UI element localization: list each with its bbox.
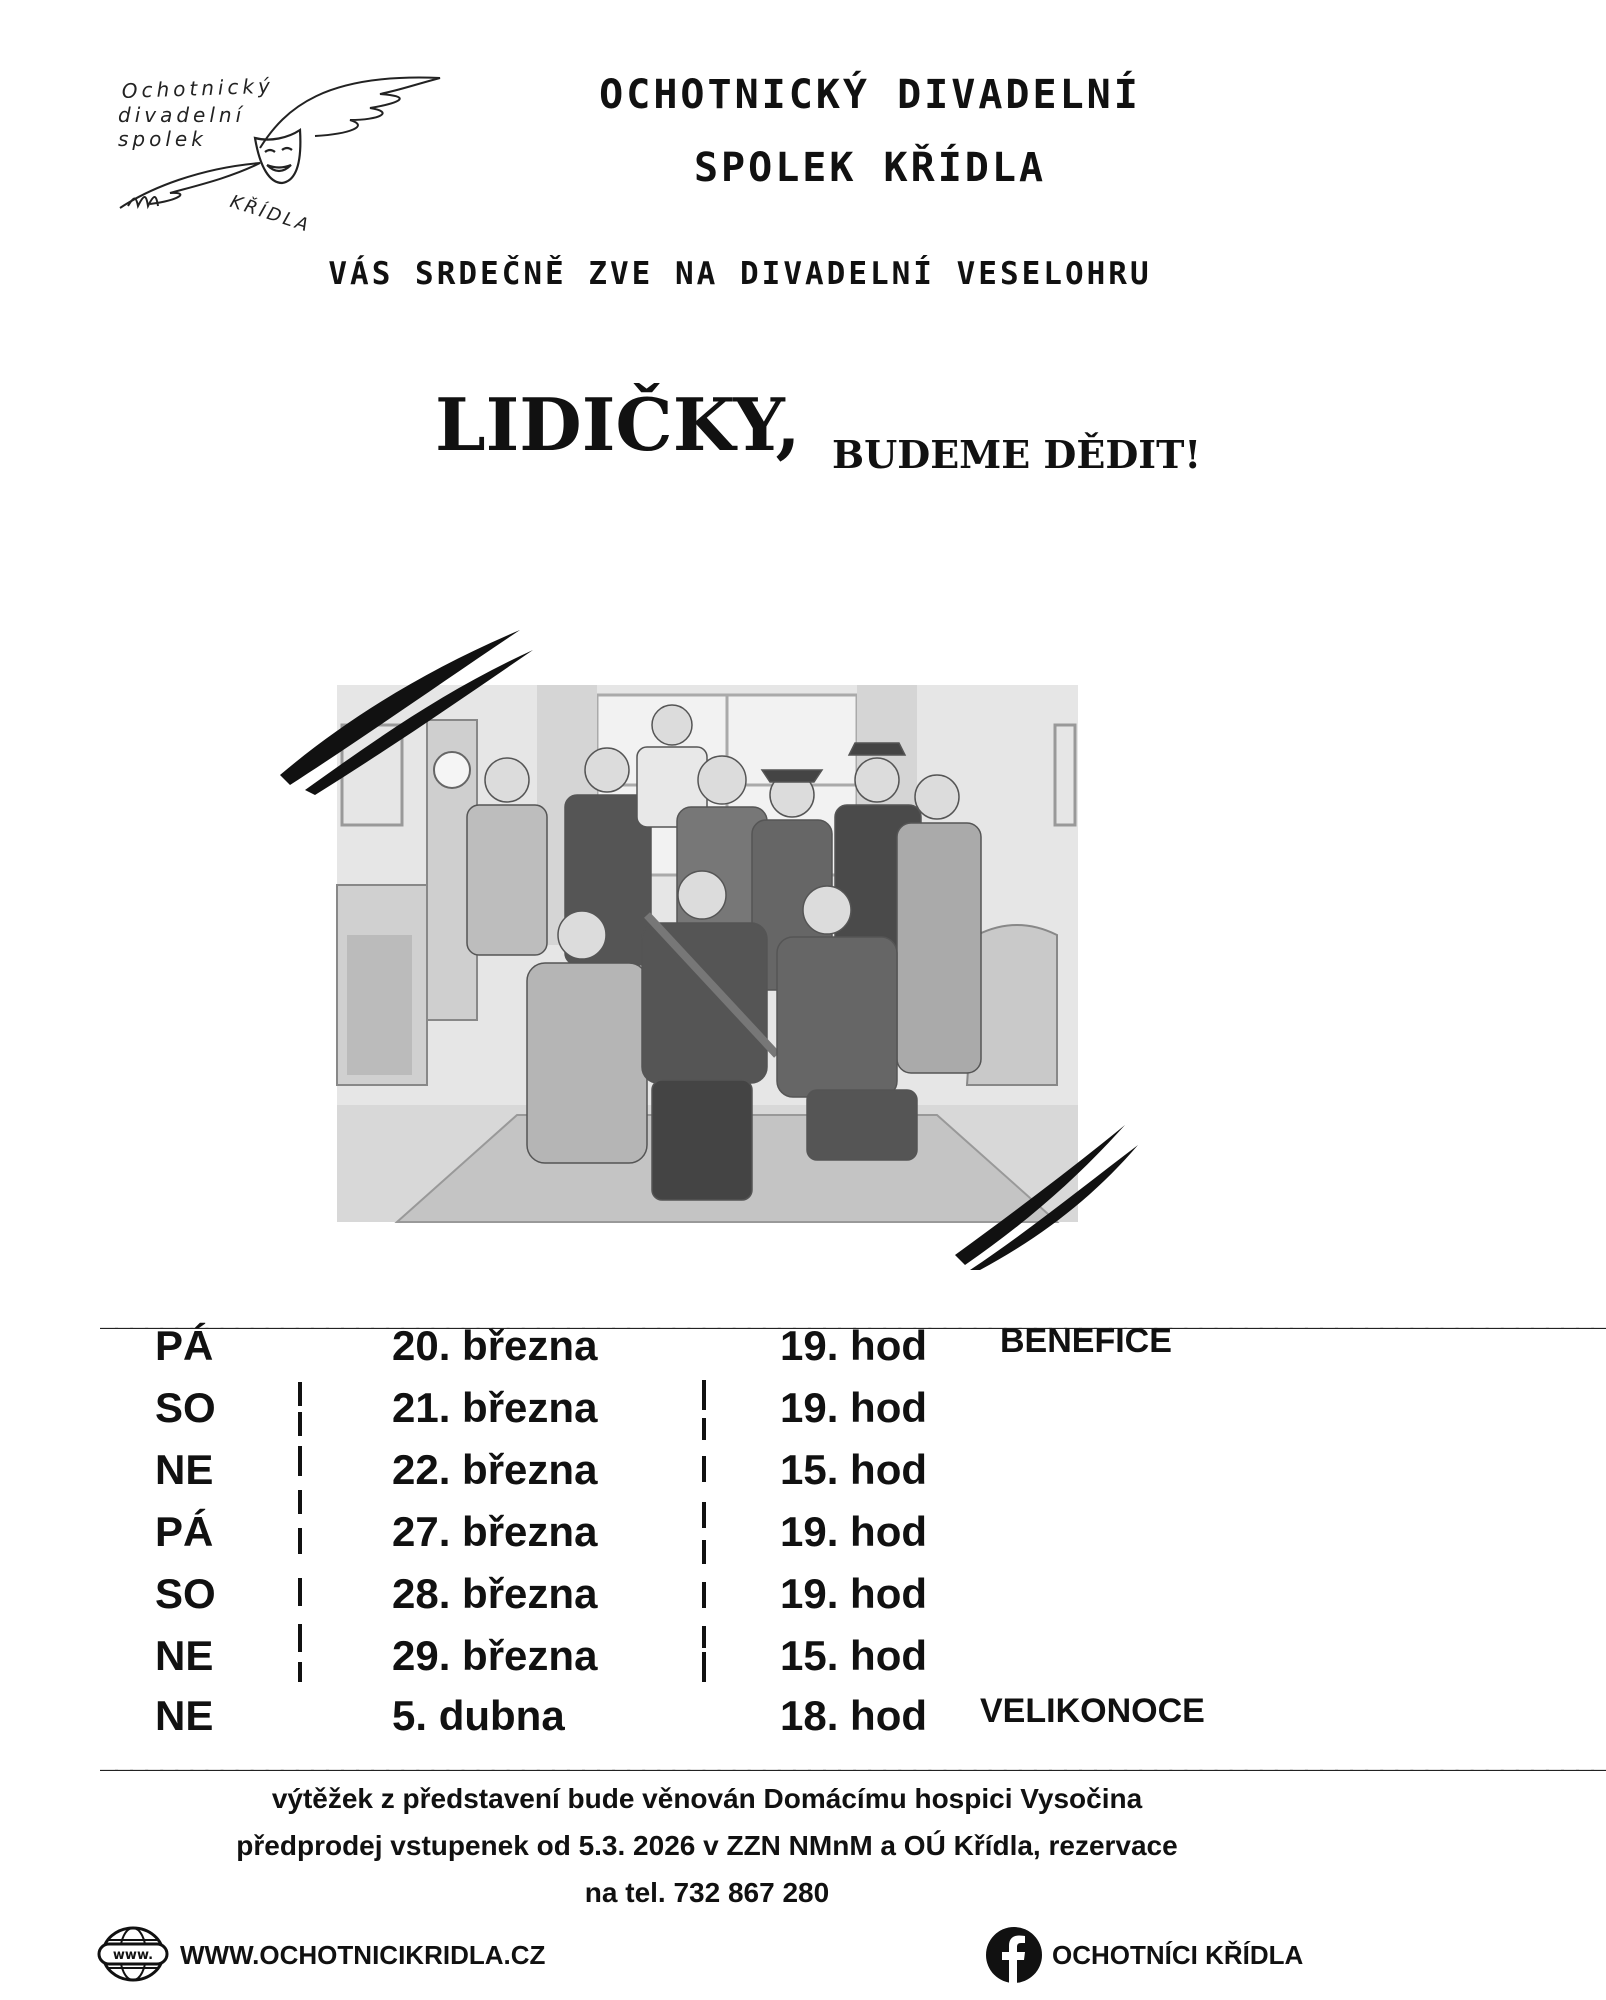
schedule-date: 27. března xyxy=(392,1508,598,1555)
column-separator xyxy=(298,1528,302,1554)
logo-line-3: spolek xyxy=(118,127,207,151)
invitation-text: VÁS SRDEČNĚ ZVE NA DIVADELNÍ VESELOHRU xyxy=(328,256,1152,292)
schedule-row xyxy=(0,1322,1414,1384)
column-separator xyxy=(298,1412,302,1436)
presale-note: předprodej vstupenek od 5.3. 2026 v ZZN NMnM a OÚ Křídla, rezervace xyxy=(236,1830,1178,1861)
schedule-row xyxy=(0,1632,1414,1694)
schedule-date: 29. března xyxy=(392,1632,598,1679)
www-icon-label: www. xyxy=(112,1948,154,1963)
schedule-date: 28. března xyxy=(392,1570,598,1617)
schedule-time: 19. hod xyxy=(780,1508,928,1555)
column-separator xyxy=(702,1540,706,1564)
schedule-row xyxy=(0,1446,1414,1508)
schedule-time: 19. hod xyxy=(780,1570,928,1617)
logo-line-1: Ochotnický xyxy=(121,73,275,103)
divider-top: ____________________________________________________________________________________________________ xyxy=(100,1295,1606,1330)
schedule-row xyxy=(0,1508,1414,1570)
column-separator xyxy=(702,1582,706,1608)
phone-note: na tel. 732 867 280 xyxy=(584,1877,830,1908)
schedule-time: 19. hod xyxy=(780,1322,928,1369)
column-separator xyxy=(298,1446,302,1476)
schedule-time: 15. hod xyxy=(780,1632,928,1679)
website-link[interactable]: WWW.OCHOTNICIKRIDLA.CZ xyxy=(180,1940,546,1970)
schedule-note: VELIKONOCE xyxy=(980,1692,1205,1730)
theatre-mask-icon xyxy=(255,130,300,183)
globe-icon xyxy=(97,1924,169,1984)
logo-line-4: KŘÍDLA xyxy=(227,191,314,237)
org-name-line-1: OCHOTNICKÝ DIVADELNÍ xyxy=(599,72,1141,118)
column-separator xyxy=(702,1380,706,1410)
play-title-sub: BUDEME DĚDIT! xyxy=(832,432,1202,477)
column-separator xyxy=(702,1626,706,1648)
schedule-day: NE xyxy=(155,1446,214,1493)
facebook-icon xyxy=(985,1926,1043,1984)
schedule-note: BENEFICE xyxy=(1000,1322,1172,1360)
schedule-day: SO xyxy=(155,1570,216,1617)
schedule-day: SO xyxy=(155,1384,216,1431)
brush-slash-top xyxy=(275,630,535,795)
schedule-row xyxy=(0,1384,1414,1446)
schedule-date: 22. března xyxy=(392,1446,598,1493)
column-separator xyxy=(298,1490,302,1514)
column-separator xyxy=(702,1502,706,1528)
column-separator xyxy=(298,1624,302,1652)
org-name-line-2: SPOLEK KŘÍDLA xyxy=(693,145,1047,191)
column-separator xyxy=(702,1652,706,1682)
schedule-date: 20. března xyxy=(392,1322,598,1369)
schedule-row xyxy=(0,1692,1414,1754)
brush-slash-bottom xyxy=(950,1125,1140,1270)
schedule-date: 5. dubna xyxy=(392,1692,565,1739)
column-separator xyxy=(702,1418,706,1440)
column-separator xyxy=(298,1382,302,1406)
column-separator xyxy=(298,1578,302,1606)
schedule-date: 21. března xyxy=(392,1384,598,1431)
play-title-main: LIDIČKY, xyxy=(435,382,801,467)
schedule-time: 18. hod xyxy=(780,1692,928,1739)
column-separator xyxy=(702,1456,706,1482)
column-separator xyxy=(298,1662,302,1682)
spolek-logo xyxy=(110,68,450,237)
schedule-time: 19. hod xyxy=(780,1384,928,1431)
schedule-day: NE xyxy=(155,1632,214,1679)
schedule-day: PÁ xyxy=(155,1508,214,1555)
divider-bottom: ____________________________________________________________________________________________________ xyxy=(100,1737,1606,1772)
schedule-day: PÁ xyxy=(155,1322,214,1369)
proceeds-note: výtěžek z představení bude věnován Domácímu hospici Vysočina xyxy=(271,1783,1143,1814)
facebook-link[interactable]: OCHOTNÍCI KŘÍDLA xyxy=(1052,1940,1304,1970)
schedule-day: NE xyxy=(155,1692,214,1739)
schedule-row xyxy=(0,1570,1414,1632)
logo-line-2: divadelní xyxy=(118,103,246,127)
schedule-time: 15. hod xyxy=(780,1446,928,1493)
